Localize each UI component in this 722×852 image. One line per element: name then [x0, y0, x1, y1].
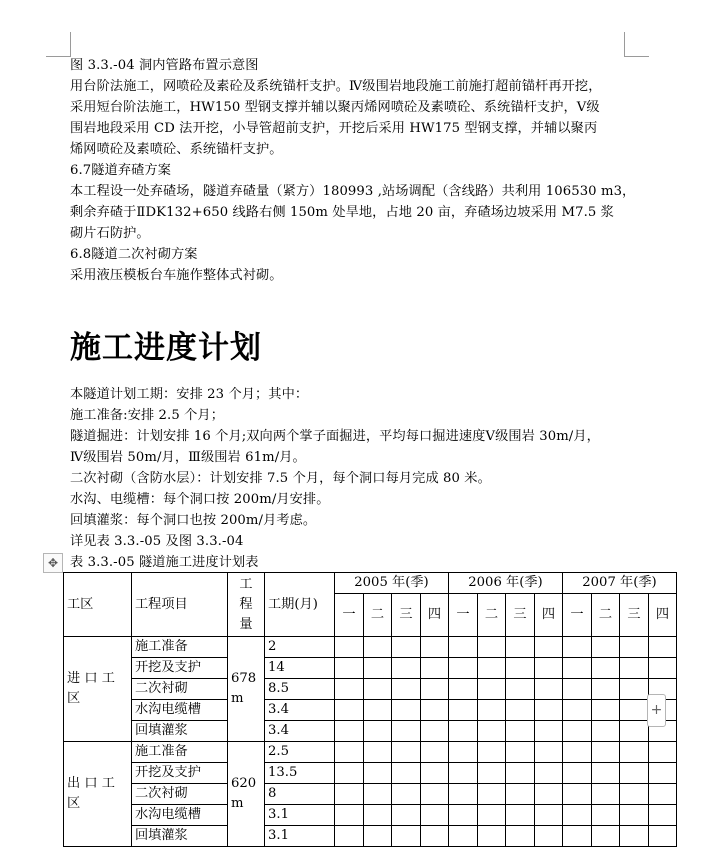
add-column-button[interactable]	[647, 694, 666, 727]
text-line: 施工准备:安排 2.5 个月；	[70, 408, 224, 423]
quarter-label: 二	[364, 594, 392, 637]
header-quantity: 工 程 量	[228, 573, 265, 637]
period-cell: 3.1	[265, 826, 335, 847]
text-line: 围岩地段采用 CD 法开挖，小导管超前支护，开挖后采用 HW175 型钢支撑，并辅以聚丙	[70, 121, 598, 136]
area-cell: 出 口 工 区	[64, 742, 132, 847]
period-cell: 2	[265, 637, 335, 658]
table-row	[64, 700, 677, 721]
item-cell: 回填灌浆	[132, 721, 228, 742]
header-year-2005: 2005 年(季)	[335, 573, 449, 594]
quarter-label: 二	[592, 594, 620, 637]
quantity-cell: 678 m	[228, 637, 265, 742]
text-line: 砌片石防护。	[70, 226, 150, 241]
item-cell: 施工准备	[132, 637, 228, 658]
text-line: 剩余弃碴于ⅡDK132+650 线路右侧 150m 处旱地，占地 20 亩，弃碴场边坡采用 M7.5 浆	[70, 205, 614, 220]
period-cell: 13.5	[265, 763, 335, 784]
period-cell: 8.5	[265, 679, 335, 700]
table-row	[64, 679, 677, 700]
quantity-cell: 620 m	[228, 742, 265, 847]
period-cell: 14	[265, 658, 335, 679]
quarter-label: 三	[506, 594, 535, 637]
period-cell: 3.4	[265, 721, 335, 742]
quarter-label: 四	[421, 594, 449, 637]
text-line: 用台阶法施工，网喷砼及素砼及系统锚杆支护。Ⅳ级围岩地段施工前施打超前锚杆再开挖，	[70, 79, 602, 94]
figure-caption: 图 3.3.-04 洞内管路布置示意图	[70, 58, 259, 73]
quarter-label: 一	[335, 594, 364, 637]
item-cell: 二次衬砌	[132, 784, 228, 805]
item-cell: 开挖及支护	[132, 763, 228, 784]
quarter-label: 四	[649, 594, 677, 637]
schedule-table	[63, 572, 677, 847]
item-cell: 回填灌浆	[132, 826, 228, 847]
margin-mark-top-left	[46, 32, 71, 57]
header-period: 工期(月)	[265, 573, 335, 637]
header-year-2006: 2006 年(季)	[449, 573, 563, 594]
area-cell: 进 口 工 区	[64, 637, 132, 742]
quarter-label: 二	[478, 594, 506, 637]
table-row	[64, 763, 677, 784]
text-line: Ⅳ级围岩 50m/月，Ⅲ级围岩 61m/月。	[70, 450, 306, 465]
header-area: 工区	[64, 573, 132, 637]
quarter-label: 一	[449, 594, 478, 637]
text-line: 隧道掘进：计划安排 16 个月;双向两个掌子面掘进，平均每口掘进速度Ⅴ级围岩 30m/月，	[70, 429, 600, 444]
section-heading: 6.8隧道二次衬砌方案	[70, 247, 198, 262]
table-caption: 表 3.3.-05 隧道施工进度计划表	[70, 555, 259, 570]
quarter-label: 三	[620, 594, 649, 637]
table-move-handle[interactable]	[43, 553, 63, 573]
quarter-label: 一	[563, 594, 592, 637]
table-row	[64, 721, 677, 742]
quarter-label: 四	[535, 594, 563, 637]
section-heading: 6.7隧道弃碴方案	[70, 163, 171, 178]
table-row	[64, 637, 677, 658]
period-cell: 3.4	[265, 700, 335, 721]
item-cell: 施工准备	[132, 742, 228, 763]
item-cell: 水沟电缆槽	[132, 805, 228, 826]
text-line: 水沟、电缆槽：每个洞口按 200m/月安排。	[70, 492, 330, 507]
text-line: 烯网喷砼及素喷砼、系统锚杆支护。	[70, 142, 283, 157]
move-cross-icon: ✥	[47, 556, 59, 570]
text-line: 详见表 3.3.-05 及图 3.3.-04	[70, 534, 244, 549]
period-cell: 3.1	[265, 805, 335, 826]
text-line: 二次衬砌（含防水层）：计划安排 7.5 个月，每个洞口每月完成 80 米。	[70, 471, 491, 486]
table-row	[64, 742, 677, 763]
text-line: 本工程设一处弃碴场，隧道弃碴量（紧方）180993 ,站场调配（含线路）共利用 106530 m3，	[70, 184, 636, 199]
text-line: 采用短台阶法施工，HW150 型钢支撑并辅以聚丙烯网喷砼及素喷砼、系统锚杆支护，Ⅴ级	[70, 100, 600, 115]
text-line: 回填灌浆：每个洞口也按 200m/月考虑。	[70, 513, 317, 528]
period-cell: 8	[265, 784, 335, 805]
plus-icon: +	[650, 702, 663, 718]
table-row	[64, 805, 677, 826]
period-cell: 2.5	[265, 742, 335, 763]
header-row	[64, 573, 677, 594]
header-item: 工程项目	[132, 573, 228, 637]
table-row	[64, 658, 677, 679]
table-row	[64, 784, 677, 805]
page-heading: 施工进度计划	[70, 330, 262, 366]
item-cell: 水沟电缆槽	[132, 700, 228, 721]
item-cell: 开挖及支护	[132, 658, 228, 679]
header-year-2007: 2007 年(季)	[563, 573, 677, 594]
quarter-label: 三	[392, 594, 421, 637]
text-line: 采用液压模板台车施作整体式衬砌。	[70, 268, 283, 283]
table-row	[64, 826, 677, 847]
margin-mark-top-right	[624, 32, 649, 57]
text-line: 本隧道计划工期：安排 23 个月；其中：	[70, 387, 309, 402]
item-cell: 二次衬砌	[132, 679, 228, 700]
